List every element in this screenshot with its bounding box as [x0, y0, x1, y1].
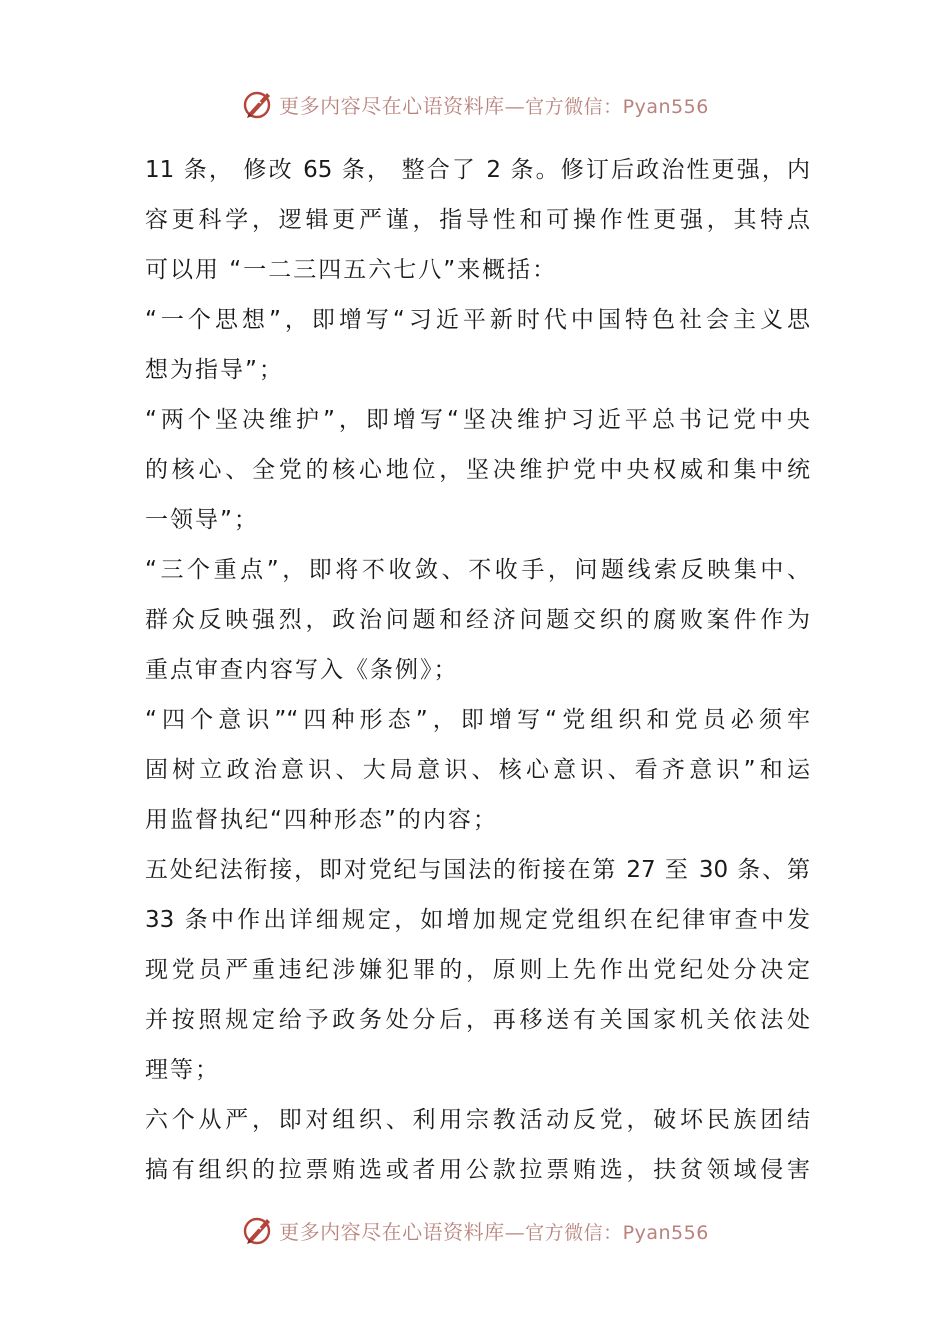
footer-banner-content — [241, 1213, 709, 1247]
header-banner-content — [241, 87, 709, 121]
body-line: 容更科学，逻辑更严谨，指导性和可操作性更强，其特点 — [145, 207, 810, 233]
body-line: “一个思想”，即增写“习近平新时代中国特色社会主义思 — [145, 307, 810, 333]
body-line: 搞有组织的拉票贿选或者用公款拉票贿选，扶贫领域侵害 — [145, 1157, 810, 1183]
footer-banner-contact: 官方微信：Pyan556 — [525, 1221, 709, 1244]
body-line: 11 条， 修改 65 条， 整合了 2 条。修订后政治性更强，内 — [145, 157, 810, 183]
body-line: 并按照规定给予政务处分后，再移送有关国家机关依法处 — [145, 1007, 810, 1033]
pen-logo-icon — [241, 1213, 275, 1247]
body-line: 现党员严重违纪涉嫌犯罪的，原则上先作出党纪处分决定 — [145, 957, 810, 983]
body-line: 理等； — [145, 1057, 220, 1083]
footer-banner-title: 更多内容尽在心语资料库— — [279, 1219, 526, 1244]
body-line: 六个从严，即对组织、利用宗教活动反党，破坏民族团结 — [145, 1107, 810, 1133]
body-line: “四个意识”“四种形态”，即增写“党组织和党员必须牢 — [145, 707, 810, 733]
body-line: “三个重点”，即将不收敛、不收手，问题线索反映集中、 — [145, 557, 810, 583]
pen-logo-icon — [241, 87, 275, 121]
body-line: 一领导”； — [145, 507, 259, 533]
body-line: “两个坚决维护”，即增写“坚决维护习近平总书记党中央 — [145, 407, 810, 433]
body-line: 固树立政治意识、大局意识、核心意识、看齐意识”和运 — [145, 757, 810, 783]
header-banner-title: 更多内容尽在心语资料库— — [279, 93, 526, 118]
footer-banner-text — [279, 1216, 709, 1245]
body-line: 用监督执纪“四种形态”的内容； — [145, 807, 498, 833]
header-banner — [0, 84, 950, 124]
body-line: 可以用 “一二三四五六七八”来概括： — [145, 257, 558, 283]
header-banner-text — [279, 90, 709, 119]
body-line: 群众反映强烈，政治问题和经济问题交织的腐败案件作为 — [145, 607, 810, 633]
header-banner-contact: 官方微信：Pyan556 — [525, 95, 709, 118]
footer-banner — [0, 1210, 950, 1250]
body-line: 33 条中作出详细规定，如增加规定党组织在纪律审查中发 — [145, 907, 810, 933]
body-line: 想为指导”； — [145, 357, 284, 383]
body-line: 五处纪法衔接，即对党纪与国法的衔接在第 27 至 30 条、第 — [145, 857, 810, 883]
body-line: 的核心、全党的核心地位，坚决维护党中央权威和集中统 — [145, 457, 810, 483]
document-body — [145, 145, 810, 1195]
body-line: 重点审查内容写入《条例》； — [145, 657, 459, 683]
